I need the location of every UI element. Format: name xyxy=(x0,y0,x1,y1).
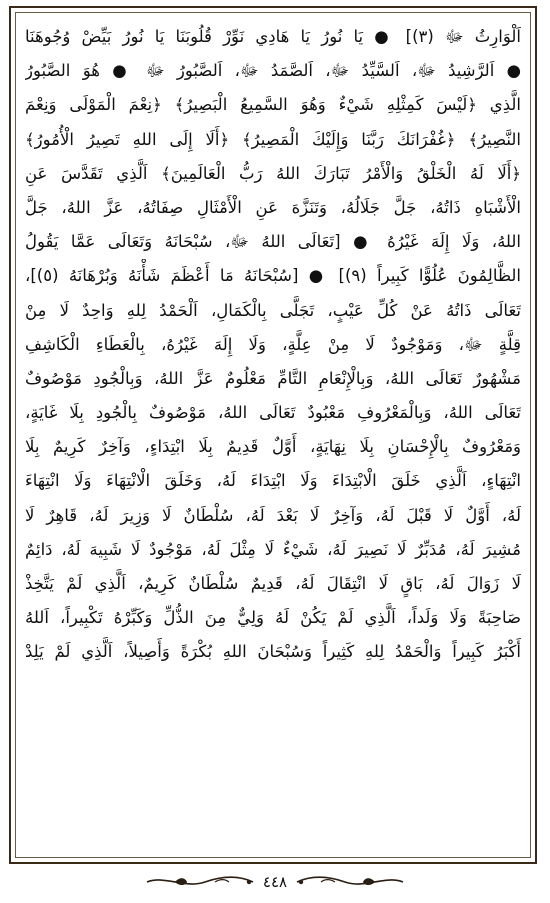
text-line: الْأَشْبَاهِ ذَاتُهُ، جَلَّ جَلَالُهُ، وَتَنَزَّهَ عَنِ الْأَمْثَالِ صِفَاتُهُ، عَزَّ اللهُ، جَلَّ xyxy=(25,197,521,217)
text-line: صَاحِبَةً وَلَا وَلَداً، اَلَّذِي لَمْ يَكُنْ لَهُ وَلِيٌّ مِنَ الذُّلِّ وَكَبِّرْهُ تَكْبِيراً، اَللهُ xyxy=(25,608,521,628)
page-frame xyxy=(9,6,537,864)
text-line: ﴿أَلَا لَهُ الْخَلْقُ وَالْأَمْرُ تَبَارَكَ اللهُ رَبُّ الْعَالَمِينَ﴾ اَلَّذِي تَقَدَّسَ عَنِ xyxy=(25,163,521,183)
text-line: انْتِهَاءٍ، اَلَّذِي خَلَقَ الْابْتِدَاءَ وَلَا ابْتِدَاءَ لَهُ، وَخَلَقَ الْانْتِهَاءَ وَلَا انْتِهَاءَ xyxy=(25,471,521,491)
text-line: ● اَلرَّشِيدُ ﷻ، اَلسَّيِّدُ ﷻ، اَلصَّمَدُ ﷻ، اَلصَّبُورُ ﷻ ● هُوَ الصَّبُورُ xyxy=(25,61,521,81)
text-line: الظَّالِمُونَ عُلُوًّا كَبِيراً (٩)] ● [سُبْحَانَهُ مَا أَعْظَمَ شَأْنَهُ وَبُرْهَانَهُ (٥)]، xyxy=(25,266,521,286)
text-line: الَّذِي ﴿لَيْسَ كَمِثْلِهِ شَيْءٌ وَهُوَ السَّمِيعُ الْبَصِيرُ﴾ ﴿نِعْمَ الْمَوْلَى وَنِعْمَ xyxy=(25,95,521,115)
text-line: لَا زَوَالَ لَهُ، بَاقٍ لَا انْتِقَالَ لَهُ، قَدِيمٌ سُلْطَانٌ كَرِيمٌ، اَلَّذِي لَمْ يَتَّخِذْ xyxy=(25,574,521,593)
text-line: أَكْبَرُ كَبِيراً وَالْحَمْدُ لِلهِ كَثِيراً وَسُبْحَانَ اللهِ بُكْرَةً وَأَصِيلاً، اَلَّذِي لَمْ يَلِدْ xyxy=(25,642,521,662)
left-flourish-icon xyxy=(295,873,405,891)
text-line: اللهُ، وَلَا إِلَهَ غَيْرُهُ ● [تَعَالَى اللهُ ﷻ، سُبْحَانَهُ وَتَعَالَى عَمَّا يَقُولُ xyxy=(25,232,521,252)
text-line: مَشْهُورٌ تَعَالَى اللهُ، وَبِالْإِنْعَامِ التَّامِّ مَعْلُومٌ عَزَّ اللهُ، وَبِالْجُودِ مَوْصُوفٌ xyxy=(25,368,521,388)
text-line: قِلَّةٍ ﷻ، وَمَوْجُودٌ لَا مِنْ عِلَّةٍ، وَلَا إِلَهَ غَيْرُهُ، بِالْعَطَاءِ الْكَاشِفِ xyxy=(25,334,521,354)
right-flourish-icon xyxy=(145,873,255,891)
page-number: ٤٤٨ xyxy=(262,873,288,891)
text-line: مُشِيرَ لَهُ، مُدَبِّرٌ لَا نَصِيرَ لَهُ، شَيْءٌ لَا مِثْلَ لَهُ، مَوْجُودٌ لَا شَبِيهَ لَهُ، دَائِمٌ xyxy=(25,539,521,559)
text-line: لَهُ، أَوَّلٌ لَا قَبْلَ لَهُ، وَآخِرٌ لَا بَعْدَ لَهُ، سُلْطَانٌ لَا وَزِيرَ لَهُ، قَاهِرٌ لَا xyxy=(25,505,521,525)
text-line: وَمَعْرُوفٌ بِالْإِحْسَانِ بِلَا نِهَايَةٍ، أَوَّلٌ قَدِيمٌ بِلَا ابْتِدَاءٍ، وَآخِرٌ كَرِيمٌ بِلَا xyxy=(25,437,521,457)
text-line: تَعَالَى اللهُ، وَبِالْمَعْرُوفِ مَعْبُودٌ تَعَالَى اللهُ، مَوْصُوفٌ بِالْجُودِ بِلَا غَايَةٍ، xyxy=(25,403,521,423)
text-line: اَلْوَارِثُ ﷻ (٣)] ● يَا نُورُ يَا هَادِي نَوِّرْ قُلُوبَنَا يَا نُورُ بَيِّضْ وُجُوهَنَا xyxy=(25,27,521,46)
text-line: تَعَالَى ذَاتُهُ عَنْ كُلِّ عَيْبٍ، تَجَلَّى بِالْكَمَالِ، اَلْحَمْدُ لِلهِ وَاحِدٌ لَا مِنْ xyxy=(25,300,521,320)
text-line: النَّصِيرُ﴾ ﴿غُفْرَانَكَ رَبَّنَا وَإِلَيْكَ الْمَصِيرُ﴾ ﴿أَلَا إِلَى اللهِ تَصِيرُ الْأُمُورُ﴾ xyxy=(25,129,521,149)
page-footer xyxy=(0,868,550,896)
page-body-text xyxy=(25,20,521,670)
